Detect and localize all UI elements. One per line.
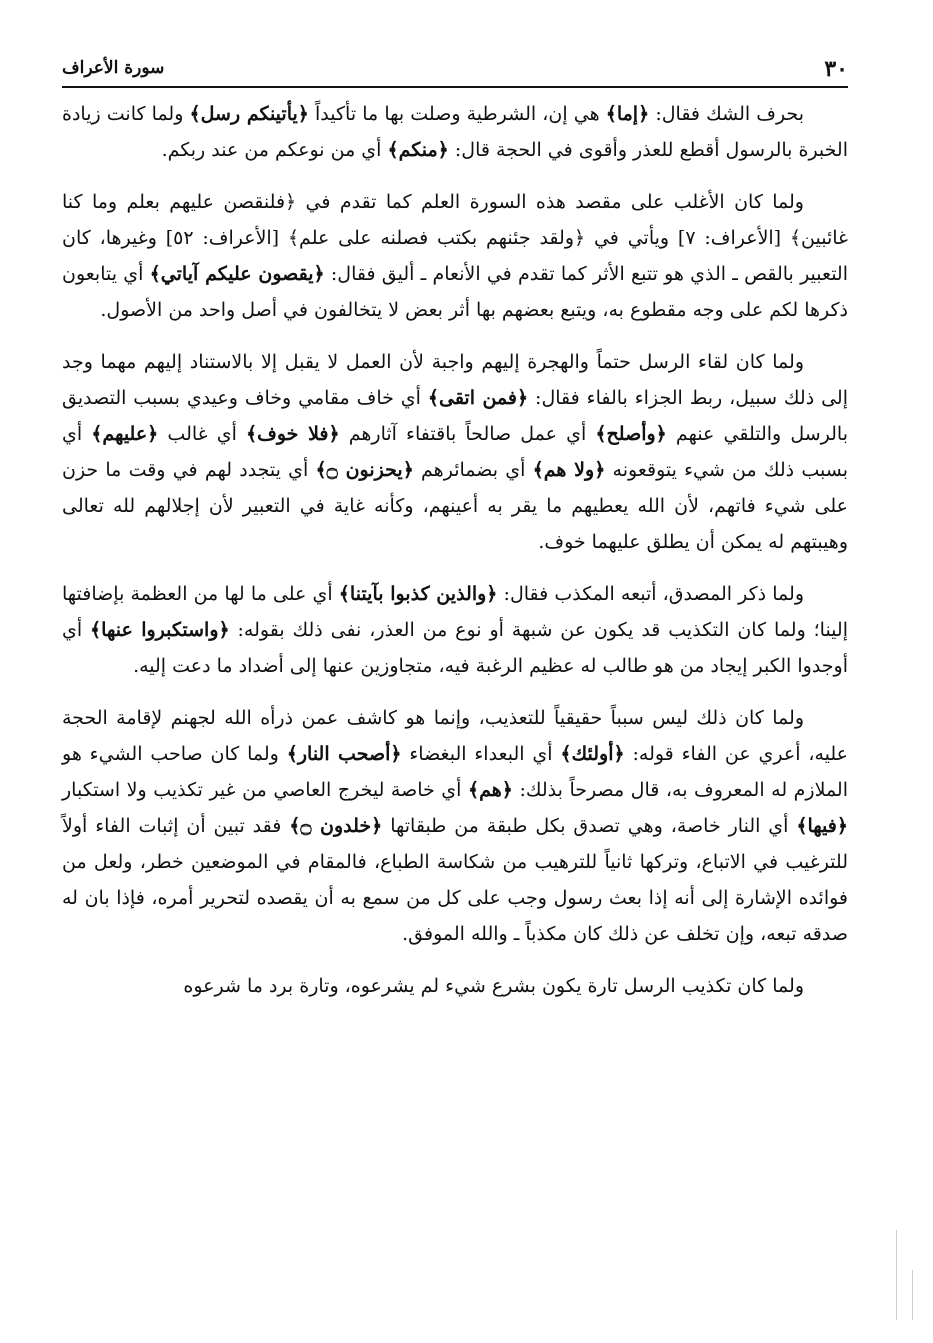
paragraph-5 <box>62 700 848 952</box>
quran-quote: ﴿هم﴾ <box>468 779 513 801</box>
text-run: أي على ما لها من العظمة بإضافتها إلينا؛ ولما كان التكذيب قد يكون عن شبهة أو نوع من العذر، نفى ذلك بقوله: <box>62 583 848 641</box>
paragraph-6 <box>62 968 848 1004</box>
paragraph-gap <box>62 328 848 344</box>
text-run: أي غالب <box>158 423 246 445</box>
text-run: أي بسبب ذلك من شيء يتوقعونه <box>62 423 848 481</box>
text-run: أي البعداء البغضاء <box>401 743 561 765</box>
text-run: أي النار خاصة، وهي تصدق بكل طبقة من طبقاتها <box>382 815 797 837</box>
quran-quote: ﴿إما﴾ <box>605 103 650 125</box>
text-run: أي من نوعكم من عند ربكم. <box>161 139 388 161</box>
quran-quote: ﴿منكم﴾ <box>387 139 449 161</box>
text-run: ولما كان صاحب الشيء هو الملازم له المعروف به، قال مصرحاً بذلك: <box>62 743 848 801</box>
scan-edge-mark <box>912 1270 913 1320</box>
paragraph-3 <box>62 344 848 560</box>
scan-edge-mark <box>896 1230 897 1320</box>
quran-quote: ﴿أولئك﴾ <box>560 743 625 765</box>
text-run: ولما كانت زيادة الخبرة بالرسول أقطع للعذر وأقوى في الحجة قال: <box>62 103 848 161</box>
quran-quote: ﴿عليهم﴾ <box>91 423 159 445</box>
quran-quote: ﴿ولا هم﴾ <box>532 459 606 481</box>
text-run: ولما كان تكذيب الرسل تارة يكون بشرع شيء لم يشرعوه، وتارة برد ما شرعوه <box>183 975 804 997</box>
text-run: ولما كان الأغلب على مقصد هذه السورة العلم كما تقدم في ﴿فلنقصن عليهم بعلم وما كنا غائبين﴾ [الأعراف: ٧] ويأتي في ﴿ولقد جئنهم بكتب فصلنه على علم﴾ [الأعراف: ٥٢] وغيرها، كان التعبير بالقص ـ الذي هو تتبع الأثر كما تقدم في الأنعام ـ أليق فقال: <box>62 191 848 285</box>
quran-quote: ﴿وأصلح﴾ <box>595 423 667 445</box>
quran-quote: ﴿فمن اتقى﴾ <box>427 387 529 409</box>
page-header <box>62 52 848 88</box>
text-run: أي عمل صالحاً باقتفاء آثارهم <box>339 423 596 445</box>
text-run: فقد تبين أن إثبات الفاء أولاً للترغيب في الاتباع، وتركها ثانياً للترهيب من شكاسة الطباع، فالمقام في الموضعين خطر، ولعل من فوائده الإشارة إلى أنه إذا بعث رسول وجب على كل من سمع به أن يقصده لتحرير أمره، فإذا بان له صدقه تبعه، وإن تخلف عن ذلك كان مكذباً ـ والله الموفق. <box>62 815 848 945</box>
quran-quote: ﴿أصحب النار﴾ <box>286 743 402 765</box>
text-run: أي يتابعون ذكرها لكم على وجه مقطوع به، ويتبع بعضهم بها أثر بعض لا يتخالفون في أصل واحد من الأصول. <box>62 263 848 321</box>
quran-quote: ﴿يأتينكم رسل﴾ <box>189 103 309 125</box>
header-rule <box>62 86 848 88</box>
paragraph-gap <box>62 952 848 968</box>
text-run: ولما كان لقاء الرسل حتماً والهجرة إليهم واجبة لأن العمل لا يقبل إلا بالاستناد إليهم مهما وجد إلى ذلك سبيل، ربط الجزاء بالفاء فقال: <box>62 351 848 409</box>
text-run: أي بضمائرهم <box>413 459 533 481</box>
paragraph-1 <box>62 96 848 168</box>
text-run: بحرف الشك فقال: <box>649 103 804 125</box>
text-run: ولما ذكر المصدق، أتبعه المكذب فقال: <box>497 583 804 605</box>
quran-quote: ﴿يقصون عليكم آياتي﴾ <box>149 263 325 285</box>
text-run: أي خاف مقامي وخاف وعيدي بسبب التصديق بالرسل والتلقي عنهم <box>62 387 848 445</box>
quran-quote: ﴿واستكبروا عنها﴾ <box>90 619 230 641</box>
text-run: ولما كان ذلك ليس سبباً حقيقياً للتعذيب، وإنما هو كاشف عمن ذرأه الله لجهنم لإقامة الحجة عليه، أعري عن الفاء قوله: <box>62 707 849 765</box>
text-run: هي إن، الشرطية وصلت بها ما تأكيداً <box>308 103 606 125</box>
paragraph-gap <box>62 168 848 184</box>
paragraph-gap <box>62 560 848 576</box>
text-run: أي خاصة ليخرج العاصي من غير تكذيب ولا استكبار <box>62 779 468 801</box>
quran-quote: ﴿فيها﴾ <box>796 815 848 837</box>
quran-quote: ﴿فلا خوف﴾ <box>245 423 340 445</box>
paragraph-gap <box>62 684 848 700</box>
paragraph-4 <box>62 576 848 684</box>
quran-quote: ﴿يحزنون ۝﴾ <box>315 459 414 481</box>
text-run: أي يتجدد لهم في وقت ما حزن على شيء فاتهم، لأن الله يعطيهم ما يقر به أعينهم، وكأنه غاية في التعبير لأن إجلالهم لله تعالى وهيبتهم له يمكن أن يطلق عليهما خوف. <box>62 459 848 553</box>
text-run: أي أوجدوا الكبر إيجاد من هو طالب له عظيم الرغبة فيه، متجاوزين عنها إلى أضداد ما دعت إليه. <box>62 619 848 677</box>
quran-quote: ﴿خلدون ۝﴾ <box>289 815 383 837</box>
running-title: سورة الأعراف <box>62 58 165 78</box>
page-body <box>62 96 848 1004</box>
paragraph-2 <box>62 184 848 328</box>
page-number: ٣٠ <box>824 56 848 82</box>
quran-quote: ﴿والذين كذبوا بآيتنا﴾ <box>338 583 498 605</box>
